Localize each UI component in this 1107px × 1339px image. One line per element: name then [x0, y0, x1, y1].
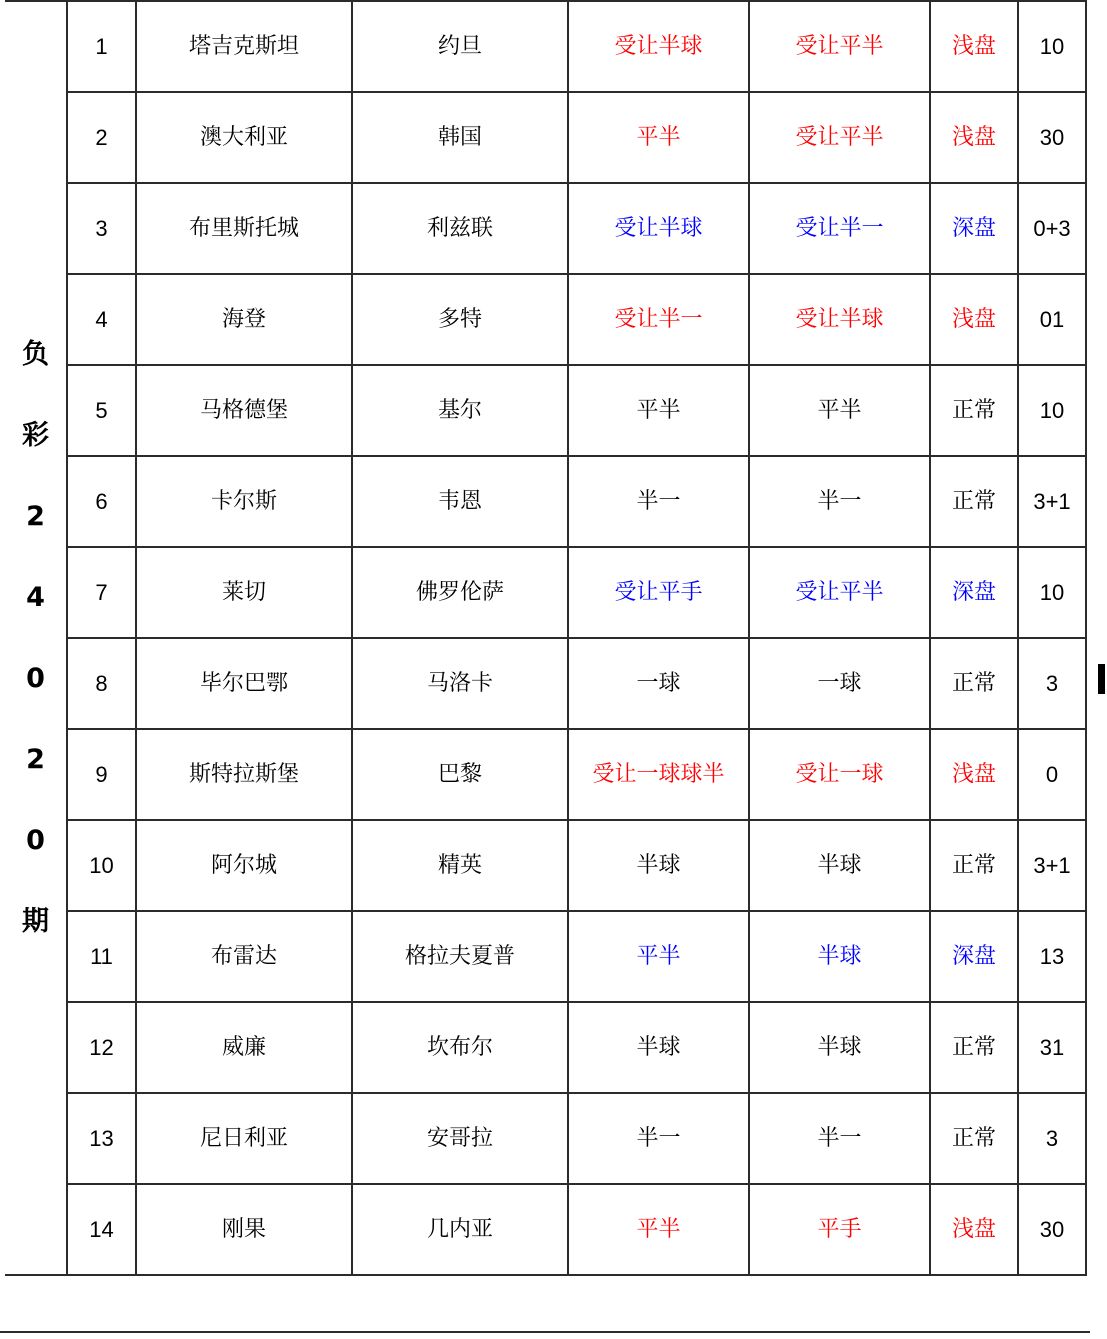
period-label-char: 彩	[22, 420, 49, 451]
match-number: 10	[67, 820, 136, 911]
home-team: 海登	[136, 274, 352, 365]
home-team: 阿尔城	[136, 820, 352, 911]
handicap-depth: 浅盘	[930, 1, 1018, 92]
away-team: 格拉夫夏普	[352, 911, 568, 1002]
away-team: 马洛卡	[352, 638, 568, 729]
match-number: 8	[67, 638, 136, 729]
period-label-char: 0	[26, 663, 45, 694]
handicap-depth: 正常	[930, 1002, 1018, 1093]
table-row	[5, 911, 1086, 1002]
handicap-initial: 半球	[568, 820, 749, 911]
handicap-current: 半一	[749, 1093, 930, 1184]
handicap-initial: 平半	[568, 1184, 749, 1275]
home-team: 马格德堡	[136, 365, 352, 456]
table-row	[5, 638, 1086, 729]
away-team: 精英	[352, 820, 568, 911]
table-bottom-border	[0, 1331, 1090, 1333]
match-number: 12	[67, 1002, 136, 1093]
handicap-current: 平半	[749, 365, 930, 456]
home-team: 斯特拉斯堡	[136, 729, 352, 820]
handicap-initial: 平半	[568, 911, 749, 1002]
table-row	[5, 1002, 1086, 1093]
handicap-initial: 一球	[568, 638, 749, 729]
result-pick: 3+1	[1018, 456, 1086, 547]
handicap-depth: 深盘	[930, 547, 1018, 638]
match-number: 5	[67, 365, 136, 456]
table-row	[5, 92, 1086, 183]
match-number: 4	[67, 274, 136, 365]
table-row	[5, 1, 1086, 92]
handicap-depth: 正常	[930, 365, 1018, 456]
handicap-current: 半球	[749, 820, 930, 911]
period-label-char: 0	[26, 825, 45, 856]
handicap-initial: 平半	[568, 365, 749, 456]
result-pick: 3	[1018, 1093, 1086, 1184]
away-team: 韦恩	[352, 456, 568, 547]
result-pick: 10	[1018, 365, 1086, 456]
home-team: 布雷达	[136, 911, 352, 1002]
handicap-current: 受让平半	[749, 92, 930, 183]
home-team: 卡尔斯	[136, 456, 352, 547]
home-team: 莱切	[136, 547, 352, 638]
match-number: 14	[67, 1184, 136, 1275]
period-label-char: 2	[26, 744, 45, 775]
match-number: 11	[67, 911, 136, 1002]
handicap-depth: 深盘	[930, 183, 1018, 274]
handicap-initial: 受让半球	[568, 1, 749, 92]
handicap-current: 受让半一	[749, 183, 930, 274]
handicap-depth: 深盘	[930, 911, 1018, 1002]
result-pick: 0	[1018, 729, 1086, 820]
handicap-depth: 浅盘	[930, 1184, 1018, 1275]
period-label-char: 期	[22, 906, 49, 937]
result-pick: 10	[1018, 1, 1086, 92]
home-team: 刚果	[136, 1184, 352, 1275]
table-row	[5, 820, 1086, 911]
handicap-initial: 半一	[568, 1093, 749, 1184]
result-pick: 30	[1018, 1184, 1086, 1275]
handicap-current: 受让一球	[749, 729, 930, 820]
handicap-initial: 平半	[568, 92, 749, 183]
result-pick: 3	[1018, 638, 1086, 729]
table-row	[5, 1093, 1086, 1184]
period-label-char: 2	[26, 501, 45, 532]
period-label	[7, 314, 64, 962]
handicap-depth: 浅盘	[930, 92, 1018, 183]
period-label-char: 4	[26, 582, 45, 613]
handicap-initial: 受让半球	[568, 183, 749, 274]
away-team: 韩国	[352, 92, 568, 183]
away-team: 巴黎	[352, 729, 568, 820]
handicap-depth: 浅盘	[930, 729, 1018, 820]
handicap-current: 受让半球	[749, 274, 930, 365]
match-table-body	[5, 1, 1086, 1275]
match-number: 2	[67, 92, 136, 183]
handicap-current: 受让平半	[749, 1, 930, 92]
handicap-depth: 正常	[930, 1093, 1018, 1184]
table-row	[5, 365, 1086, 456]
handicap-depth: 正常	[930, 638, 1018, 729]
match-number: 13	[67, 1093, 136, 1184]
handicap-initial: 受让半一	[568, 274, 749, 365]
result-pick: 01	[1018, 274, 1086, 365]
handicap-depth: 浅盘	[930, 274, 1018, 365]
home-team: 塔吉克斯坦	[136, 1, 352, 92]
period-label-char: 负	[22, 339, 49, 370]
table-row	[5, 547, 1086, 638]
table-row	[5, 183, 1086, 274]
table-row	[5, 1184, 1086, 1275]
handicap-current: 受让平半	[749, 547, 930, 638]
away-team: 安哥拉	[352, 1093, 568, 1184]
handicap-depth: 正常	[930, 820, 1018, 911]
handicap-initial: 半一	[568, 456, 749, 547]
home-team: 布里斯托城	[136, 183, 352, 274]
result-pick: 3+1	[1018, 820, 1086, 911]
match-number: 6	[67, 456, 136, 547]
home-team: 尼日利亚	[136, 1093, 352, 1184]
handicap-depth: 正常	[930, 456, 1018, 547]
away-team: 利兹联	[352, 183, 568, 274]
edge-marker	[1098, 664, 1105, 694]
result-pick: 30	[1018, 92, 1086, 183]
handicap-current: 半球	[749, 911, 930, 1002]
match-number: 1	[67, 1, 136, 92]
away-team: 基尔	[352, 365, 568, 456]
handicap-current: 一球	[749, 638, 930, 729]
home-team: 毕尔巴鄂	[136, 638, 352, 729]
period-label-cell	[5, 1, 67, 1275]
away-team: 佛罗伦萨	[352, 547, 568, 638]
handicap-initial: 受让一球球半	[568, 729, 749, 820]
match-number: 3	[67, 183, 136, 274]
home-team: 澳大利亚	[136, 92, 352, 183]
away-team: 几内亚	[352, 1184, 568, 1275]
match-table	[5, 0, 1087, 1276]
away-team: 多特	[352, 274, 568, 365]
handicap-current: 平手	[749, 1184, 930, 1275]
handicap-current: 半球	[749, 1002, 930, 1093]
table-row	[5, 729, 1086, 820]
result-pick: 0+3	[1018, 183, 1086, 274]
handicap-current: 半一	[749, 456, 930, 547]
away-team: 坎布尔	[352, 1002, 568, 1093]
table-row	[5, 456, 1086, 547]
result-pick: 13	[1018, 911, 1086, 1002]
result-pick: 10	[1018, 547, 1086, 638]
match-number: 7	[67, 547, 136, 638]
home-team: 威廉	[136, 1002, 352, 1093]
result-pick: 31	[1018, 1002, 1086, 1093]
handicap-initial: 受让平手	[568, 547, 749, 638]
table-row	[5, 274, 1086, 365]
handicap-initial: 半球	[568, 1002, 749, 1093]
match-number: 9	[67, 729, 136, 820]
away-team: 约旦	[352, 1, 568, 92]
